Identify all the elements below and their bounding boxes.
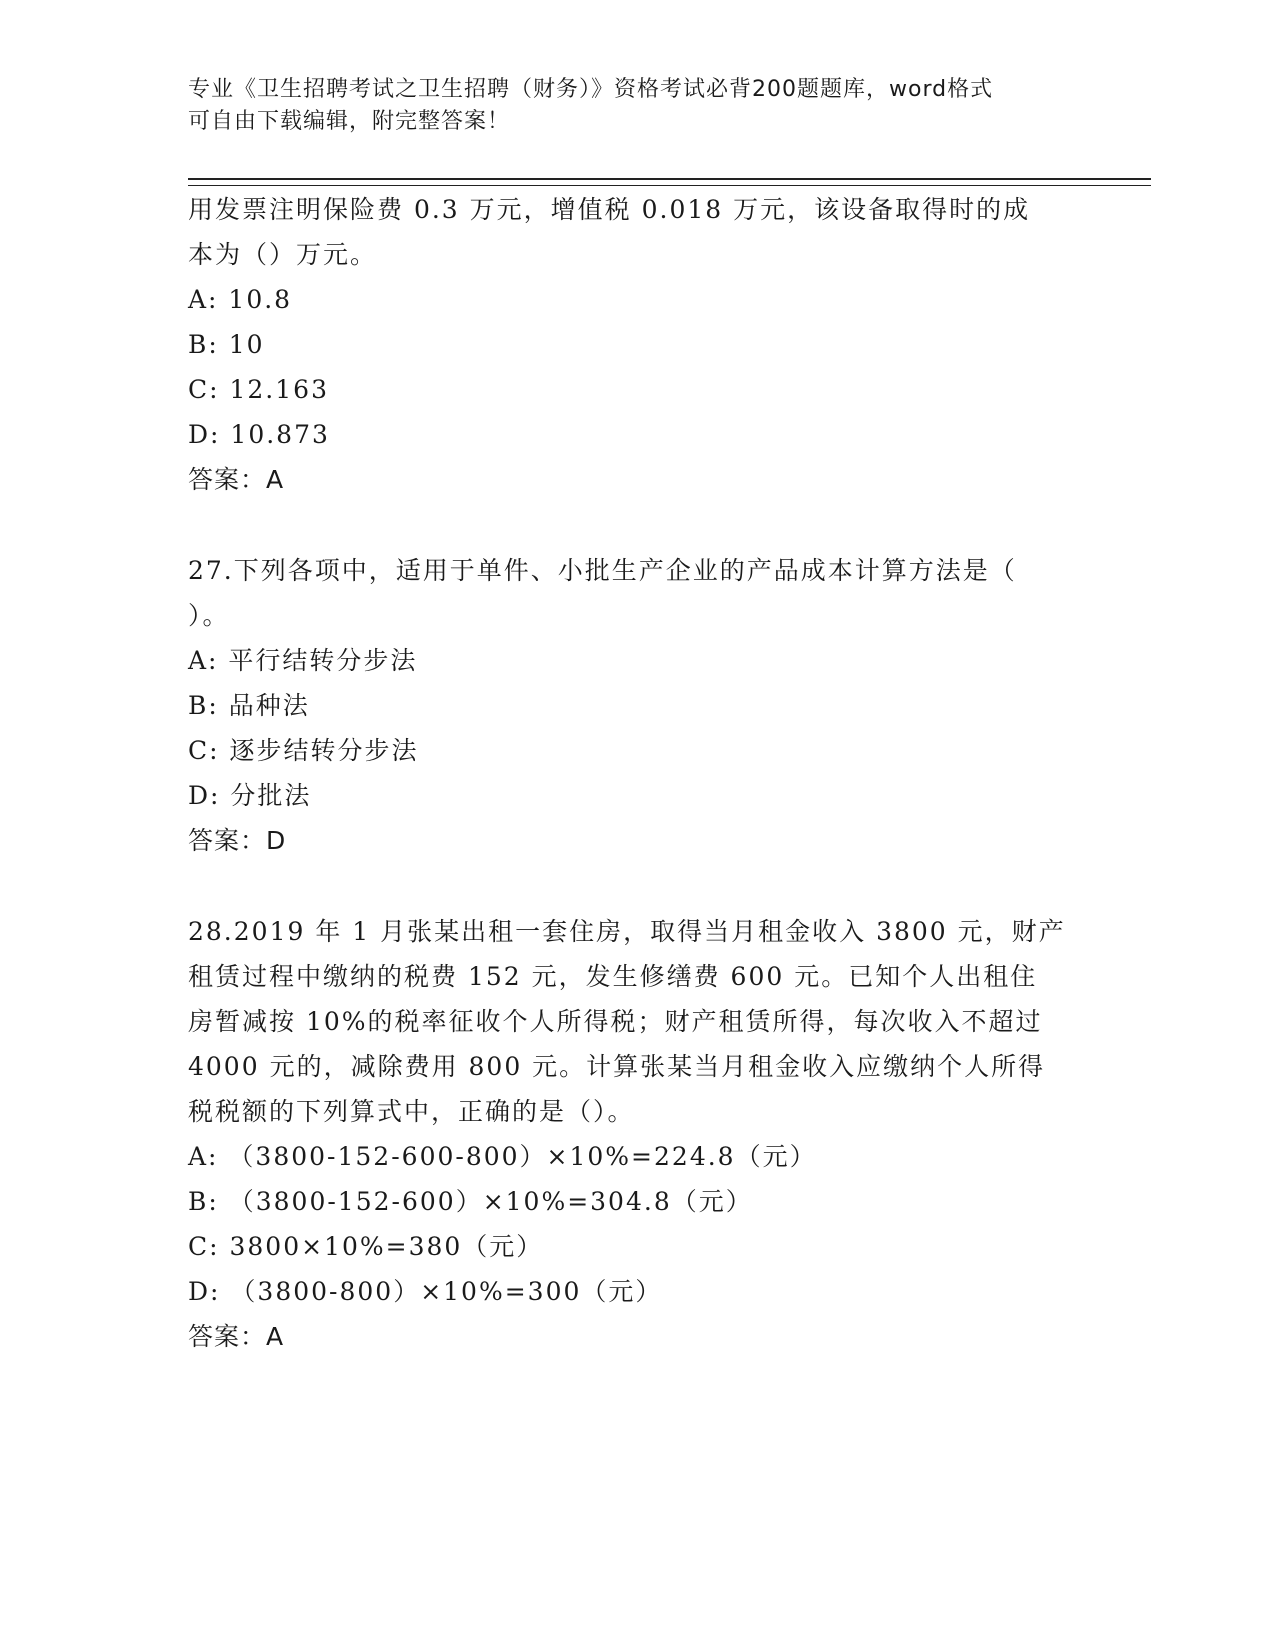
answer-line: 答案：A <box>188 1322 285 1351</box>
option-a: A: 10.8 <box>188 285 293 314</box>
option-c: C: 3800×10%=380（元） <box>188 1232 544 1261</box>
option-a: A: 平行结转分步法 <box>188 646 418 675</box>
option-b: B: 10 <box>188 330 265 359</box>
option-d: D: 10.873 <box>188 420 330 449</box>
header-divider-thick <box>188 178 1151 180</box>
option-d: D: （3800-800）×10%=300（元） <box>188 1277 663 1306</box>
option-c: C: 逐步结转分步法 <box>188 736 419 765</box>
header-title-line-1: 专业《卫生招聘考试之卫生招聘（财务）》资格考试必背200题题库，word格式 <box>188 77 994 102</box>
question-28 <box>188 909 1088 1359</box>
option-b: B: （3800-152-600）×10%=304.8（元） <box>188 1187 753 1216</box>
header-divider-thin <box>188 185 1151 186</box>
option-b: B: 品种法 <box>188 691 310 720</box>
question-27 <box>188 548 1088 863</box>
question-stem-line: 租赁过程中缴纳的税费 152 元，发生修缮费 600 元。已知个人出租住 <box>188 962 1038 991</box>
header-title-line-2: 可自由下载编辑，附完整答案！ <box>188 109 511 134</box>
question-stem-line: 税税额的下列算式中，正确的是（）。 <box>188 1097 635 1126</box>
question-spacer <box>188 502 1088 548</box>
question-stem-line: 27.下列各项中，适用于单件、小批生产企业的产品成本计算方法是（ <box>188 556 1017 585</box>
answer-line: 答案：D <box>188 826 287 855</box>
option-c: C: 12.163 <box>188 375 329 404</box>
question-stem-line: 用发票注明保险费 0.3 万元，增值税 0.018 万元，该设备取得时的成 <box>188 195 1031 224</box>
question-stem-line: ）。 <box>188 601 230 630</box>
question-stem-line: 本为（）万元。 <box>188 240 378 269</box>
question-spacer <box>188 863 1088 909</box>
answer-line: 答案：A <box>188 465 285 494</box>
question-stem-line: 房暂减按 10%的税率征收个人所得税；财产租赁所得，每次收入不超过 <box>188 1007 1043 1036</box>
document-header <box>188 74 1088 138</box>
option-d: D: 分批法 <box>188 781 312 810</box>
question-stem-line: 4000 元的，减除费用 800 元。计算张某当月租金收入应缴纳个人所得 <box>188 1052 1046 1081</box>
question-26 <box>188 187 1088 502</box>
question-stem-line: 28.2019 年 1 月张某出租一套住房，取得当月租金收入 3800 元，财产 <box>188 917 1066 946</box>
option-a: A: （3800-152-600-800）×10%=224.8（元） <box>188 1142 817 1171</box>
document-body <box>188 187 1088 1359</box>
